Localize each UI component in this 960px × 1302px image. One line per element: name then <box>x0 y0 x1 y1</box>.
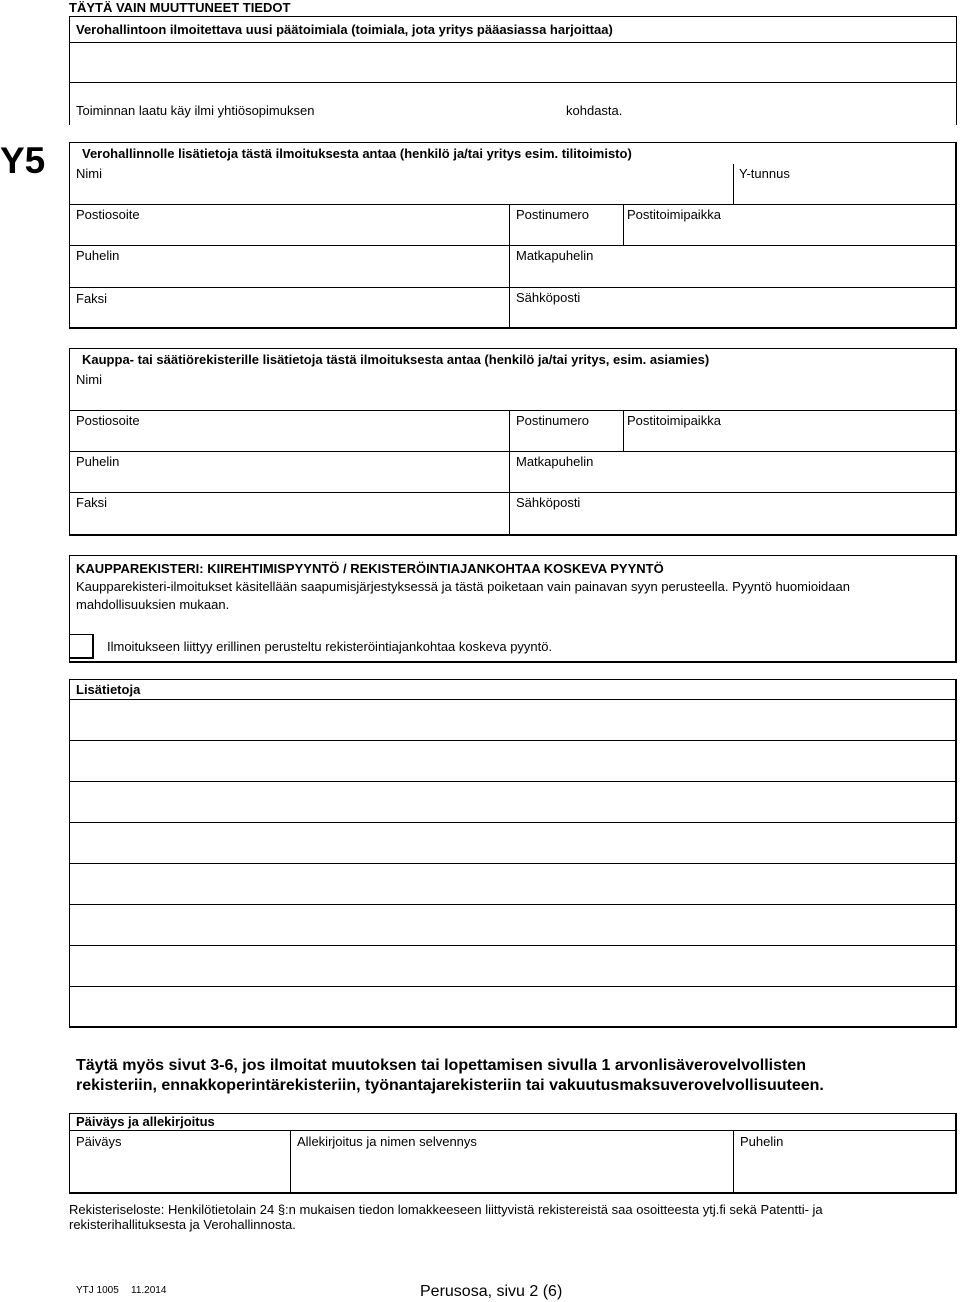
tax-mobile-input[interactable] <box>510 263 954 286</box>
tax-postal-code-label: Postinumero <box>516 207 589 222</box>
divider <box>69 82 957 83</box>
articles-section-input[interactable] <box>332 99 562 119</box>
activity-note-end: kohdasta. <box>566 103 623 118</box>
signature-label: Allekirjoitus ja nimen selvennys <box>297 1134 477 1149</box>
tax-street-label: Postiosoite <box>76 207 140 222</box>
shadow <box>955 142 957 329</box>
signature-phone-input[interactable] <box>734 1150 954 1191</box>
notice-line2: rekisteriin, ennakkoperintärekisteriin, työnantajarekisteriin tai vakuutusmaksuverovelvollisuuteen. <box>76 1077 824 1094</box>
trade-name-input[interactable] <box>70 387 954 409</box>
additional-info-line-3[interactable] <box>70 782 954 822</box>
tax-post-office-input[interactable] <box>624 222 954 244</box>
tax-fax-input[interactable] <box>70 306 508 326</box>
additional-info-line-7[interactable] <box>70 946 954 986</box>
divider <box>69 287 957 288</box>
tax-business-id-label: Y-tunnus <box>739 166 790 181</box>
additional-info-line-4[interactable] <box>70 823 954 863</box>
tax-email-label: Sähköposti <box>516 290 581 305</box>
urgency-title: KAUPPAREKISTERI: KIIREHTIMISPYYNTÖ / REKISTERÖINTIAJANKOHTAA KOSKEVA PYYNTÖ <box>76 561 664 576</box>
page-label: Perusosa, sivu 2 (6) <box>420 1283 563 1300</box>
trade-phone-label: Puhelin <box>76 454 120 469</box>
urgency-checkbox[interactable] <box>69 634 94 659</box>
trade-phone-input[interactable] <box>70 469 508 491</box>
trade-postal-code-input[interactable] <box>510 428 622 450</box>
tax-post-office-label: Postitoimipaikka <box>627 207 721 222</box>
additional-info-line-2[interactable] <box>70 741 954 781</box>
divider <box>69 492 957 493</box>
signature-title: Päiväys ja allekirjoitus <box>76 1114 215 1129</box>
divider <box>69 410 957 411</box>
tax-name-label: Nimi <box>76 166 102 181</box>
urgency-body-line1: Kaupparekisteri-ilmoitukset käsitellään saapumisjärjestyksessä ja tästä poiketaan vain painavan syyn perusteella. Pyyntö huomioidaan <box>76 579 850 594</box>
signature-phone-label: Puhelin <box>740 1134 784 1149</box>
shadow <box>69 1192 957 1194</box>
trade-mobile-input[interactable] <box>510 469 954 491</box>
shadow <box>955 1113 957 1194</box>
shadow <box>69 534 957 536</box>
industry-title: Verohallintoon ilmoitettava uusi päätoimiala (toimiala, jota yritys pääasiassa harjoittaa) <box>76 22 613 37</box>
form-top-title: TÄYTÄ VAIN MUUTTUNEET TIEDOT <box>69 0 291 15</box>
urgency-body-line2: mahdollisuuksien mukaan. <box>76 597 230 612</box>
trade-post-office-input[interactable] <box>624 428 954 450</box>
additional-info-line-5[interactable] <box>70 864 954 904</box>
tax-business-id-input[interactable] <box>734 181 954 203</box>
divider <box>69 1130 957 1131</box>
privacy-line1: Rekisteriseloste: Henkilötietolain 24 §:n mukaisen tiedon lomakkeeseen liittyvistä rekistereistä saa osoitteesta ytj.fi sekä Patentti- ja <box>69 1202 823 1217</box>
form-code: YTJ 1005 <box>76 1285 119 1296</box>
tax-fax-label: Faksi <box>76 291 108 306</box>
tax-contact-title: Verohallinnolle lisätietoja tästä ilmoituksesta antaa (henkilö ja/tai yritys esim. tilitoimisto) <box>82 146 632 161</box>
additional-info-line-6[interactable] <box>70 905 954 945</box>
notice-line1: Täytä myös sivut 3-6, jos ilmoitat muutoksen tai lopettamisen sivulla 1 arvonlisäverovelvollisten <box>76 1057 807 1074</box>
trade-mobile-label: Matkapuhelin <box>516 454 594 469</box>
privacy-line2: rekisterihallituksesta ja Verohallinnosta. <box>69 1217 296 1232</box>
additional-info-title: Lisätietoja <box>76 682 141 697</box>
trade-contact-title: Kauppa- tai säätiörekisterille lisätietoja tästä ilmoituksesta antaa (henkilö ja/tai yritys, esim. asiamies) <box>82 352 710 367</box>
additional-info-line-1[interactable] <box>70 700 954 740</box>
trade-fax-input[interactable] <box>70 510 508 533</box>
trade-post-office-label: Postitoimipaikka <box>627 413 721 428</box>
activity-note: Toiminnan laatu käy ilmi yhtiösopimuksen <box>76 103 315 118</box>
section-code: Y5 <box>0 140 46 181</box>
shadow <box>69 661 957 663</box>
trade-street-label: Postiosoite <box>76 413 140 428</box>
trade-email-label: Sähköposti <box>516 495 581 510</box>
tax-name-input[interactable] <box>70 181 732 203</box>
divider <box>69 245 957 246</box>
trade-name-label: Nimi <box>76 372 102 387</box>
tax-mobile-label: Matkapuhelin <box>516 248 594 263</box>
urgency-checkbox-label: Ilmoitukseen liittyy erillinen perusteltu rekisteröintiajankohtaa koskeva pyyntö. <box>107 639 553 654</box>
shadow <box>955 348 957 536</box>
tax-phone-label: Puhelin <box>76 248 120 263</box>
date-label: Päiväys <box>76 1134 122 1149</box>
signature-input[interactable] <box>291 1150 732 1191</box>
tax-postal-code-input[interactable] <box>510 222 622 244</box>
shadow <box>69 1026 957 1028</box>
industry-input[interactable] <box>70 43 956 82</box>
tax-street-input[interactable] <box>70 222 508 244</box>
trade-fax-label: Faksi <box>76 495 108 510</box>
trade-street-input[interactable] <box>70 428 508 450</box>
shadow <box>955 679 957 1028</box>
tax-phone-input[interactable] <box>70 263 508 286</box>
form-date: 11.2014 <box>131 1285 167 1296</box>
tax-email-input[interactable] <box>510 306 954 326</box>
divider <box>69 204 957 205</box>
shadow <box>69 327 957 329</box>
trade-postal-code-label: Postinumero <box>516 413 589 428</box>
additional-info-line-8[interactable] <box>70 987 954 1025</box>
trade-email-input[interactable] <box>510 510 954 533</box>
divider <box>69 451 957 452</box>
shadow <box>955 555 957 663</box>
date-input[interactable] <box>70 1150 289 1191</box>
